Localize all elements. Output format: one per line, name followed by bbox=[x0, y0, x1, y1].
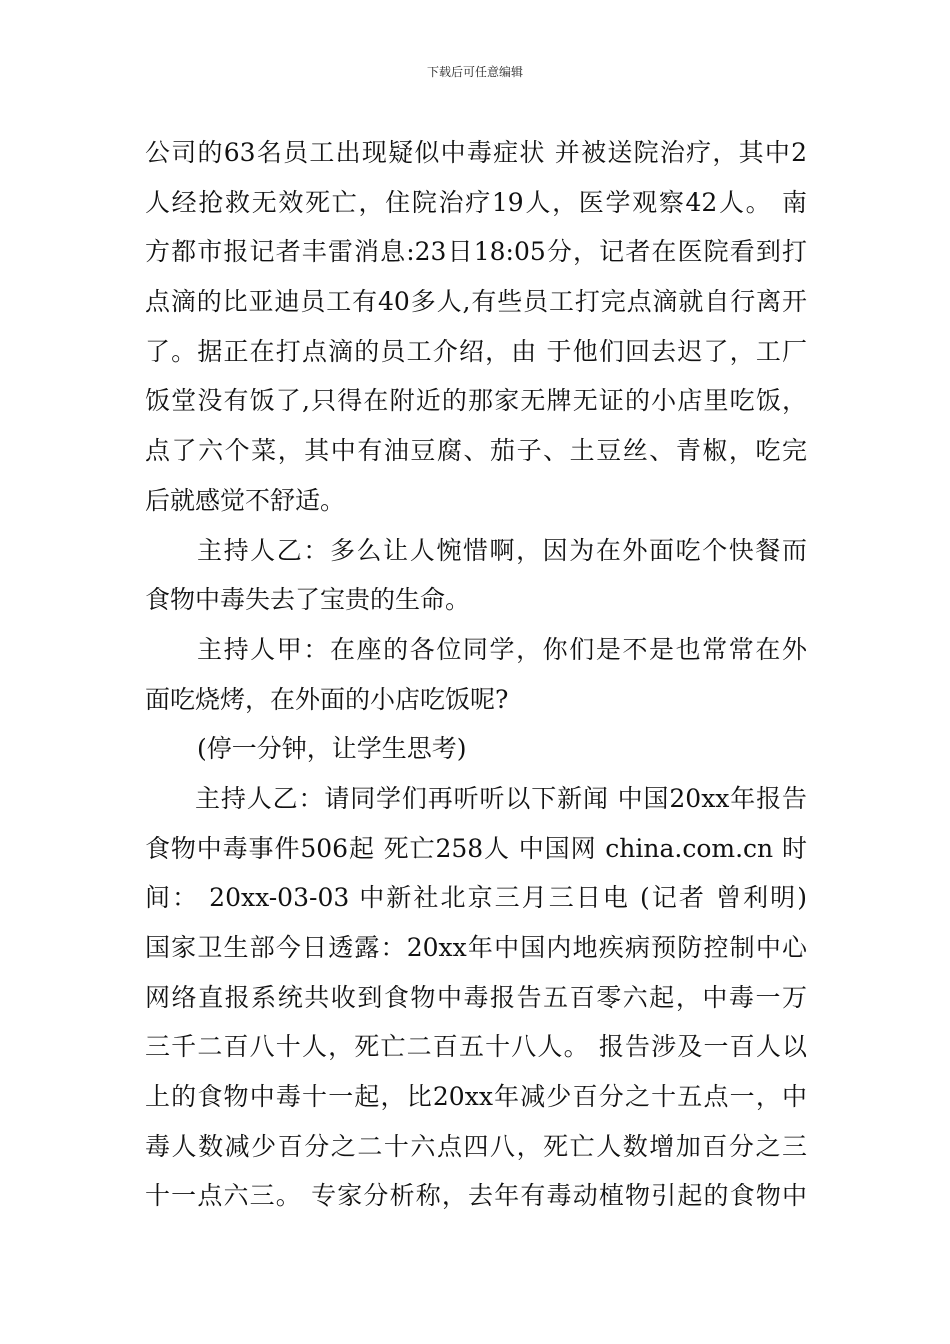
paragraph-news-report bbox=[145, 128, 807, 526]
text-line: 人经抢救无效死亡，住院治疗19人，医学观察42人。 南 bbox=[145, 187, 807, 217]
text-line: 食物中毒事件506起 死亡258人 中国网 china.com.cn 时 bbox=[145, 833, 807, 863]
text-line: 间： 20xx-03-03 中新社北京三月三日电 (记者 曾利明) bbox=[145, 883, 807, 913]
text-line: 主持人甲：在座的各位同学，你们是不是也常常在外 bbox=[197, 634, 807, 664]
text-line: 网络直报系统共收到食物中毒报告五百零六起，中毒一万 bbox=[145, 982, 807, 1012]
text-line: 主持人乙：多么让人惋惜啊，因为在外面吃个快餐而 bbox=[197, 535, 807, 565]
text-line: 饭堂没有饭了,只得在附近的那家无牌无证的小店里吃饭， bbox=[145, 386, 807, 416]
text-line: (停一分钟，让学生思考) bbox=[197, 734, 467, 764]
text-line: 食物中毒失去了宝贵的生命。 bbox=[145, 585, 471, 615]
text-line: 上的食物中毒十一起，比20xx年减少百分之十五点一，中 bbox=[145, 1082, 807, 1112]
text-line: 点滴的比亚迪员工有40多人,有些员工打完点滴就自行离开 bbox=[145, 287, 807, 317]
paragraph-host-b-news bbox=[145, 774, 807, 1221]
text-line: 毒人数减少百分之二十六点四八，死亡人数增加百分之三 bbox=[145, 1131, 807, 1161]
text-line: 国家卫生部今日透露：20xx年中国内地疾病预防控制中心 bbox=[145, 933, 807, 962]
text-line: 方都市报记者丰雷消息:23日18:05分，记者在医院看到打 bbox=[145, 237, 807, 267]
text-line: 公司的63名员工出现疑似中毒症状 并被送院治疗，其中2 bbox=[145, 138, 807, 167]
text-line: 三千二百八十人，死亡二百五十八人。 报告涉及一百人以 bbox=[145, 1032, 807, 1062]
text-line: 点了六个菜，其中有油豆腐、茄子、土豆丝、青椒，吃完 bbox=[145, 436, 807, 466]
text-line: 了。据正在打点滴的员工介绍，由 于他们回去迟了，工厂 bbox=[145, 336, 807, 366]
text-line: 面吃烧烤，在外面的小店吃饭呢? bbox=[145, 684, 509, 714]
text-line: 十一点六三。 专家分析称，去年有毒动植物引起的食物中 bbox=[145, 1181, 807, 1211]
page-header: 下载后可任意编辑 bbox=[426, 65, 523, 79]
text-line: 主持人乙：请同学们再听听以下新闻 中国20xx年报告 bbox=[195, 783, 807, 813]
document-body bbox=[145, 128, 807, 1221]
paragraph-pause-note bbox=[145, 724, 807, 774]
text-line: 后就感觉不舒适。 bbox=[145, 485, 346, 515]
paragraph-host-a-question bbox=[145, 625, 807, 724]
paragraph-host-b-comment bbox=[145, 526, 807, 625]
